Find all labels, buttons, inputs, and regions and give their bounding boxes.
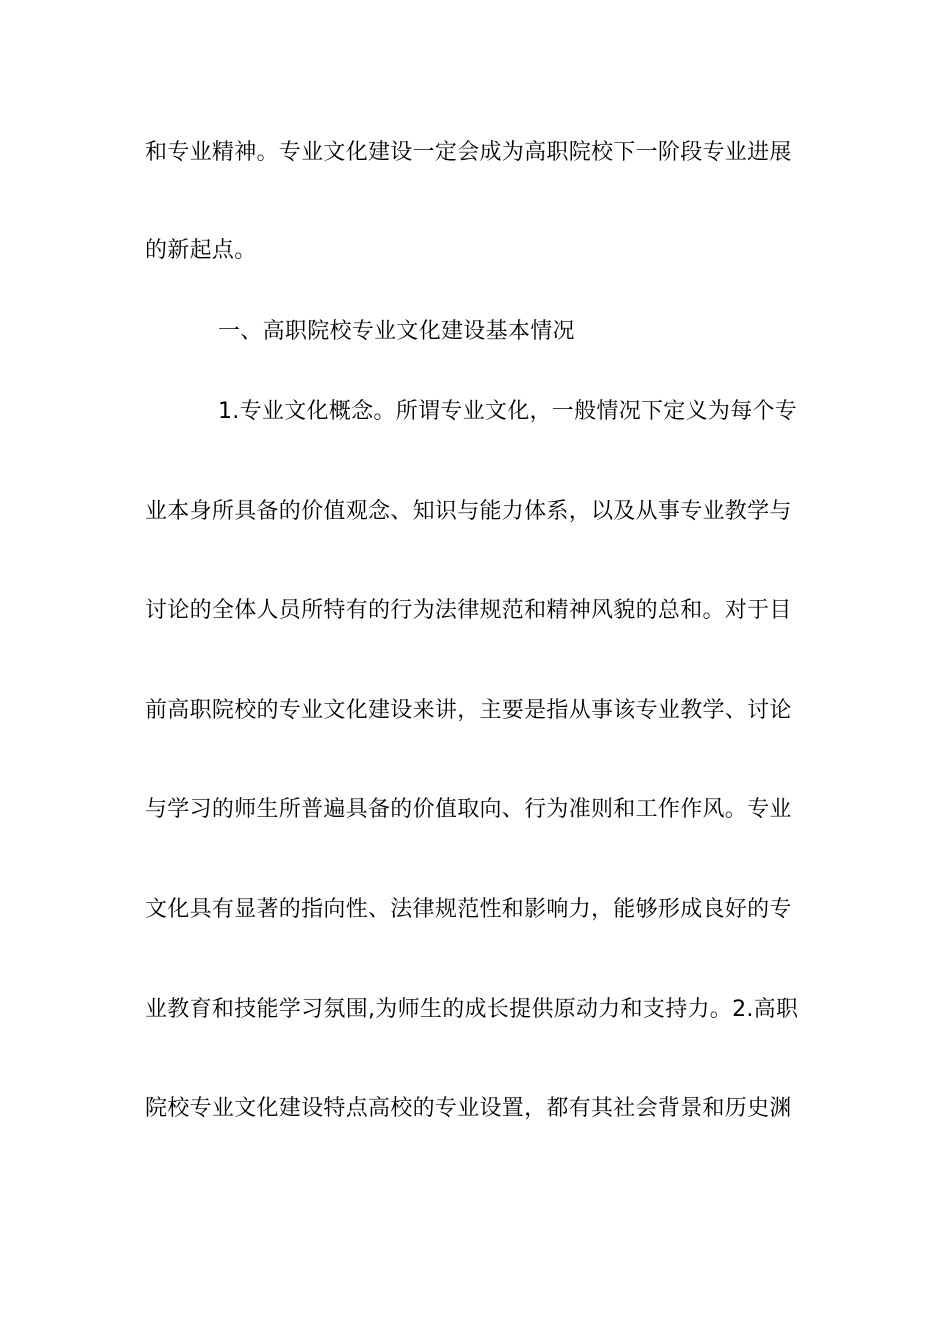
body-text-line: 讨论的全体人员所特有的行为法律规范和精神风貌的总和。对于目 [145, 598, 792, 623]
body-text-line: 和专业精神。专业文化建设一定会成为高职院校下一阶段专业进展 [145, 140, 792, 165]
body-text-line: 院校专业文化建设特点高校的专业设置，都有其社会背景和历史渊 [145, 1096, 792, 1121]
paragraph-first-line: 1.专业文化概念。所谓专业文化，一般情况下定义为每个专 [218, 399, 798, 424]
body-text-line: 文化具有显著的指向性、法律规范性和影响力，能够形成良好的专 [145, 897, 792, 922]
body-text-line: 的新起点。 [145, 238, 257, 263]
body-text-line: 与学习的师生所普遍具备的价值取向、行为准则和工作作风。专业 [145, 797, 792, 822]
body-text-line: 业教育和技能学习氛围,为师生的成长提供原动力和支持力。2.高职 [145, 997, 799, 1022]
body-text-line: 前高职院校的专业文化建设来讲，主要是指从事该专业教学、讨论 [145, 698, 792, 723]
body-text-line: 业本身所具备的价值观念、知识与能力体系，以及从事专业教学与 [145, 499, 792, 524]
section-heading: 一、高职院校专业文化建设基本情况 [218, 319, 575, 344]
